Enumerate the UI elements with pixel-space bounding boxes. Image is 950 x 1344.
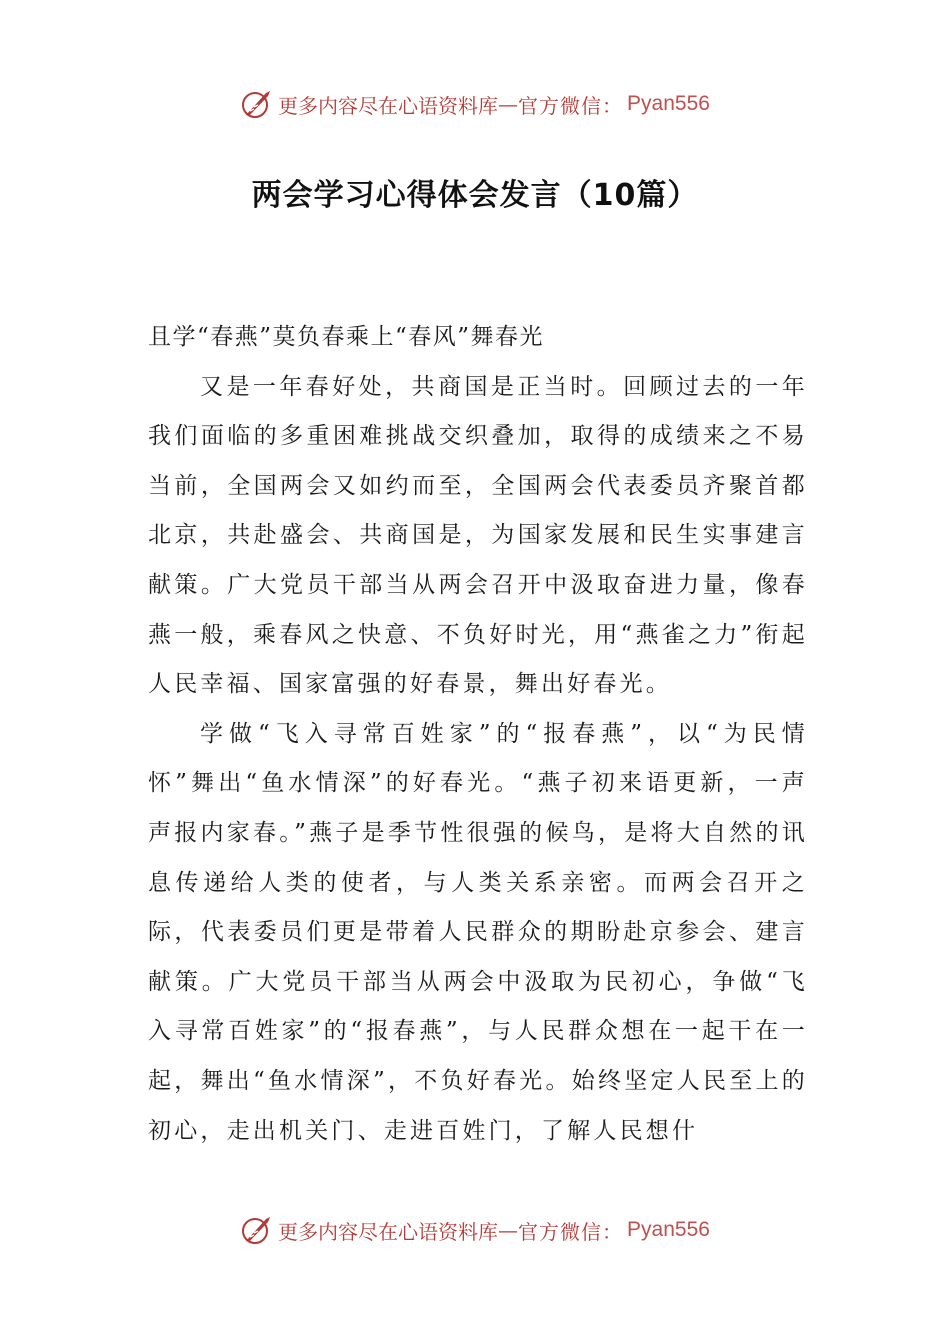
banner-separator: —: [498, 1218, 519, 1242]
document-body: [148, 313, 808, 1156]
document-title: 两会学习心得体会发言（10篇）: [251, 178, 699, 213]
banner-separator: —: [498, 92, 519, 116]
quill-logo-icon: [240, 1213, 274, 1247]
document-subtitle: 且学“春燕”莫负春乘上“春风”舞春光: [148, 324, 545, 350]
paragraph: 又是一年春好处，共商国是正当时。回顾过去的一年我们面临的多重困难挑战交织叠加，取得的成绩来之不易当前，全国两会又如约而至，全国两会代表委员齐聚首都北京，共赴盛会、共商国是，为国家发展和民生实事建言献策。广大党员干部当从两会召开中汲取奋进力量，像春燕一般，乘春风之快意、不负好时光，用“燕雀之力”衔起人民幸福、国家富强的好春景，舞出好春光。: [148, 373, 808, 698]
footer-banner: [0, 1210, 950, 1250]
banner-wechat-id: Pyan556: [627, 92, 710, 115]
banner-official-label: 官方微信：: [518, 1219, 624, 1244]
banner-site-text: 更多内容尽在心语资料库: [278, 93, 499, 118]
banner-official-label: 官方微信：: [518, 93, 624, 118]
quill-logo-icon: [240, 87, 274, 121]
paragraph: 学做“飞入寻常百姓家”的“报春燕”，以“为民情怀”舞出“鱼水情深”的好春光。“燕子初来语更新，一声声报内家春。”燕子是季节性很强的候鸟，是将大自然的讯息传递给人类的使者，与人类关系亲密。而两会召开之际，代表委员们更是带着人民群众的期盼赴京参会、建言献策。广大党员干部当从两会中汲取为民初心，争做“飞入寻常百姓家”的“报春燕”，与人民群众想在一起干在一起，舞出“鱼水情深”，不负好春光。始终坚定人民至上的初心，走出机关门、走进百姓门，了解人民想什: [148, 720, 808, 1144]
banner-wechat-id: Pyan556: [627, 1218, 710, 1241]
banner-site-text: 更多内容尽在心语资料库: [278, 1219, 499, 1244]
header-banner: [0, 84, 950, 124]
